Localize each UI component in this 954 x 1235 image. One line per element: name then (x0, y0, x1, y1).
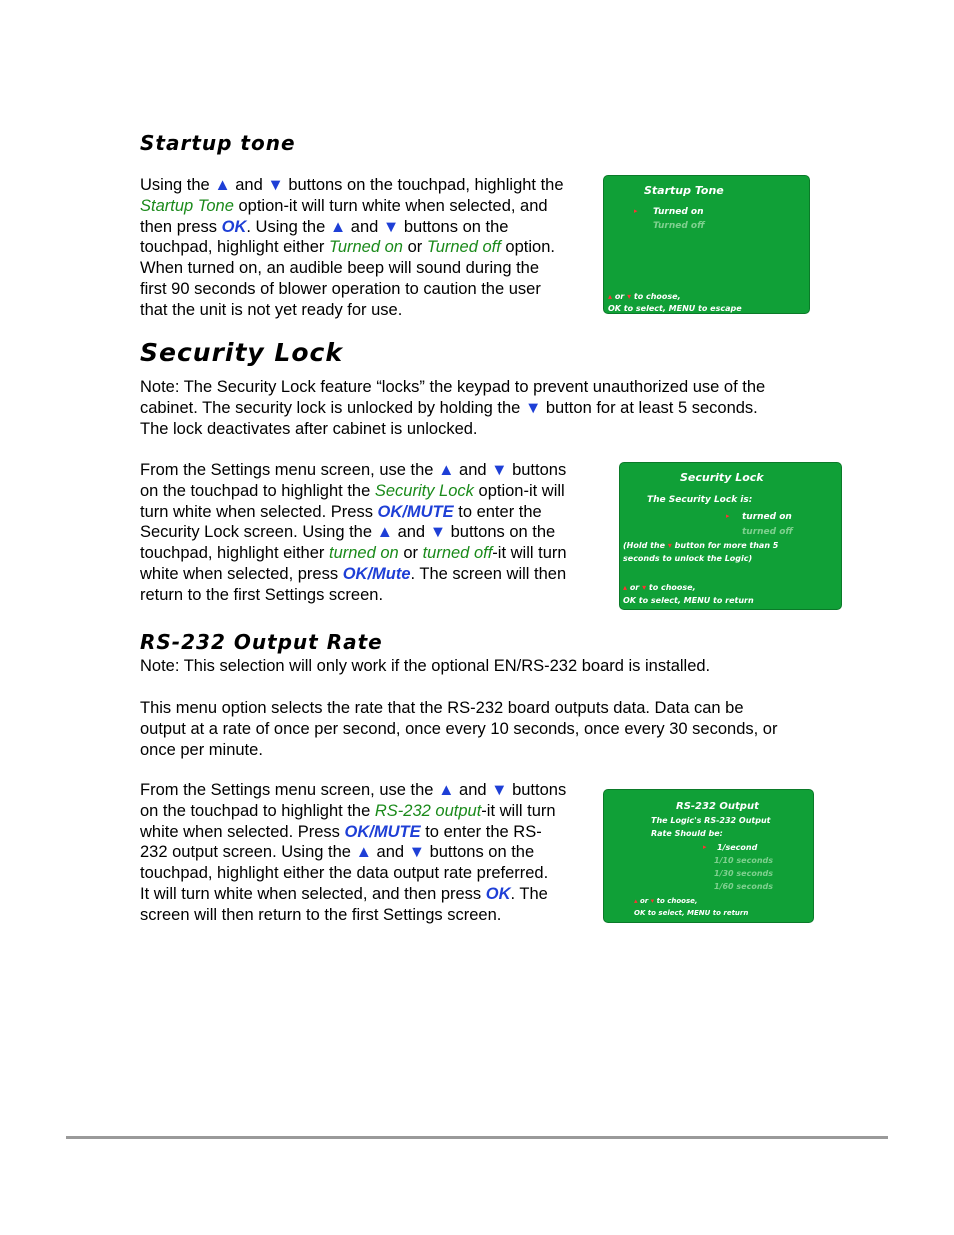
paragraph-line (140, 842, 600, 863)
option-name: Security Lock (374, 481, 474, 500)
screen-subtitle: The Logic's RS-232 Output (651, 816, 771, 825)
up-arrow-icon: ▲ (376, 523, 393, 542)
ok-button-label: OK (221, 217, 247, 236)
up-arrow-icon: ▴ (623, 583, 628, 592)
ok-mute-button-label: OK/MUTE (377, 502, 454, 521)
text: Using the (140, 176, 210, 194)
text: . Using the (246, 217, 326, 236)
text: buttons on the touchpad, highlight the (288, 176, 564, 194)
paragraph-line (140, 822, 600, 843)
security-lock-screen (619, 462, 842, 610)
text: to choose, (656, 897, 698, 905)
security-lock-heading: Security Lock (140, 338, 343, 367)
text: option. (505, 238, 555, 257)
paragraph-line (140, 801, 600, 822)
screen-title: RS-232 Output (676, 801, 759, 812)
selector-arrow-icon: ▸ (634, 207, 638, 215)
text: buttons (512, 461, 567, 479)
up-arrow-icon: ▲ (214, 176, 231, 194)
down-arrow-icon: ▾ (642, 583, 647, 592)
text: buttons on the (403, 217, 509, 236)
paragraph-line (140, 522, 610, 543)
screen-hold-line (623, 541, 778, 550)
startup-tone-heading: Startup tone (140, 131, 296, 155)
paragraph-line (140, 564, 610, 585)
paragraph-line (140, 196, 600, 217)
paragraph-line: screen will then return to the first Settings screen. (140, 905, 502, 924)
option-turned-on: Turned on (328, 238, 403, 257)
screen-hint-line (608, 292, 681, 301)
paragraph-line: The lock deactivates after cabinet is unlocked. (140, 419, 478, 438)
text: button for more than 5 (674, 541, 779, 550)
text: option-it will turn white when selected, and (238, 196, 548, 215)
paragraph-line (140, 217, 600, 238)
screen-title: Security Lock (680, 471, 764, 484)
up-arrow-icon: ▲ (355, 843, 372, 862)
text: 232 output screen. Using the (140, 843, 351, 862)
up-arrow-icon: ▲ (438, 461, 455, 479)
up-arrow-icon: ▲ (438, 781, 455, 799)
paragraph-line (140, 460, 610, 481)
screen-subtitle: The Security Lock is: (647, 495, 753, 505)
text: Security Lock screen. Using the (140, 523, 373, 542)
rs232-note (140, 656, 830, 677)
text: buttons on the (429, 843, 535, 862)
paragraph-line: When turned on, an audible beep will sound during the (140, 259, 540, 278)
paragraph-line: output at a rate of once per second, once every 10 seconds, once every 30 seconds, or (140, 719, 778, 738)
screen-hold-line: seconds to unlock the Logic) (623, 554, 753, 563)
up-arrow-icon: ▴ (608, 292, 613, 301)
down-arrow-icon: ▼ (382, 217, 400, 236)
screen-subtitle: Rate Should be: (651, 829, 723, 838)
text: and (459, 781, 487, 799)
ok-button-label: OK (485, 884, 511, 903)
screen-item-off: turned off (742, 527, 793, 537)
rs232-instructions (140, 780, 600, 926)
down-arrow-icon: ▼ (491, 461, 508, 479)
screen-hint-line (634, 897, 698, 905)
option-turned-on: turned on (328, 544, 399, 563)
paragraph-line (140, 502, 610, 523)
paragraph-line: return to the first Settings screen. (140, 585, 384, 604)
screen-option: 1/10 seconds (714, 856, 774, 865)
text: buttons (512, 781, 567, 799)
down-arrow-icon: ▼ (267, 176, 284, 194)
down-arrow-icon: ▼ (429, 523, 447, 542)
text: turn white when selected. Press (140, 502, 373, 521)
paragraph-line: once per minute. (140, 740, 263, 759)
text: From the Settings menu screen, use the (140, 781, 434, 799)
startup-tone-text (140, 175, 600, 321)
text: and (397, 523, 426, 542)
text: or (629, 583, 640, 592)
text: on the touchpad to highlight the (140, 481, 371, 500)
down-arrow-icon: ▼ (408, 843, 425, 862)
down-arrow-icon: ▾ (667, 541, 672, 550)
screen-item-on: turned on (742, 512, 792, 522)
option-turned-off: turned off (422, 544, 493, 563)
text: to enter the (458, 502, 542, 521)
rs232-heading: RS-232 Output Rate (140, 630, 383, 654)
paragraph-line (140, 398, 820, 419)
text: and (350, 217, 379, 236)
text: to choose, (633, 292, 681, 301)
rs232-output-screen (603, 789, 814, 923)
screen-hint-line: OK to select, MENU to return (634, 909, 749, 917)
screen-item-off: Turned off (653, 221, 705, 231)
paragraph-line (140, 780, 600, 801)
paragraph-line (140, 884, 600, 905)
down-arrow-icon: ▼ (524, 398, 542, 417)
paragraph-line: touchpad, highlight either the data output rate preferred. (140, 864, 549, 883)
paragraph-line: that the unit is not yet ready for use. (140, 300, 403, 319)
ok-mute-button-label: OK/MUTE (344, 822, 421, 841)
text: to enter the RS- (425, 822, 542, 841)
text: touchpad, highlight either (140, 544, 325, 563)
security-note (140, 377, 820, 439)
text: and (235, 176, 263, 194)
text: touchpad, highlight either (140, 238, 325, 257)
text: (Hold the (623, 541, 666, 550)
text: and (459, 461, 487, 479)
text: white when selected. Press (140, 822, 340, 841)
text: to choose, (648, 583, 696, 592)
text: . The screen will then (410, 564, 567, 583)
option-name: Startup Tone (140, 196, 234, 215)
selector-arrow-icon: ▸ (726, 512, 730, 520)
screen-hint-line: OK to select, MENU to return (623, 596, 754, 605)
text: on the touchpad to highlight the (140, 801, 371, 820)
text: option-it will (478, 481, 565, 500)
option-turned-off: Turned off (426, 238, 501, 257)
text: or (639, 897, 649, 905)
screen-hint-line: OK to select, MENU to escape (608, 304, 742, 313)
text: or (403, 544, 418, 563)
text: button for at least 5 seconds. (545, 398, 758, 417)
text: . The (510, 884, 548, 903)
footer-divider (66, 1136, 888, 1139)
paragraph-line (140, 481, 610, 502)
paragraph-line (140, 175, 600, 196)
ok-mute-button-label: OK/Mute (342, 564, 411, 583)
screen-item-on: Turned on (653, 207, 704, 217)
down-arrow-icon: ▾ (627, 292, 632, 301)
security-instructions (140, 460, 610, 606)
down-arrow-icon: ▾ (650, 897, 655, 905)
paragraph-line (140, 543, 610, 564)
text: or (407, 238, 423, 257)
text: buttons on the (450, 523, 556, 542)
paragraph-line: Note: This selection will only work if the optional EN/RS-232 board is installed. (140, 657, 711, 675)
text: or (614, 292, 625, 301)
paragraph-line (140, 237, 600, 258)
text: -it will turn (492, 544, 567, 563)
down-arrow-icon: ▼ (491, 781, 508, 799)
text: It will turn white when selected, and then press (140, 884, 482, 903)
text: then press (140, 217, 218, 236)
option-name: RS-232 output (374, 801, 482, 820)
screen-option: 1/30 seconds (714, 869, 774, 878)
paragraph-line: first 90 seconds of blower operation to caution the user (140, 279, 541, 298)
startup-tone-screen (603, 175, 810, 314)
paragraph-line: This menu option selects the rate that the RS-232 board outputs data. Data can be (140, 699, 744, 717)
text: white when selected, press (140, 564, 339, 583)
paragraph-line: Note: The Security Lock feature “locks” the keypad to prevent unauthorized use of the (140, 378, 766, 396)
up-arrow-icon: ▲ (329, 217, 347, 236)
up-arrow-icon: ▴ (634, 897, 638, 905)
screen-option: 1/60 seconds (714, 882, 774, 891)
text: -it will turn (481, 801, 556, 820)
text: cabinet. The security lock is unlocked by holding the (140, 398, 521, 417)
text: From the Settings menu screen, use the (140, 461, 434, 479)
text: and (376, 843, 405, 862)
screen-option: 1/second (717, 843, 758, 852)
rs232-description (140, 698, 830, 760)
screen-hint-line (623, 583, 696, 592)
screen-title: Startup Tone (644, 184, 724, 197)
selector-arrow-icon: ▸ (703, 843, 707, 851)
